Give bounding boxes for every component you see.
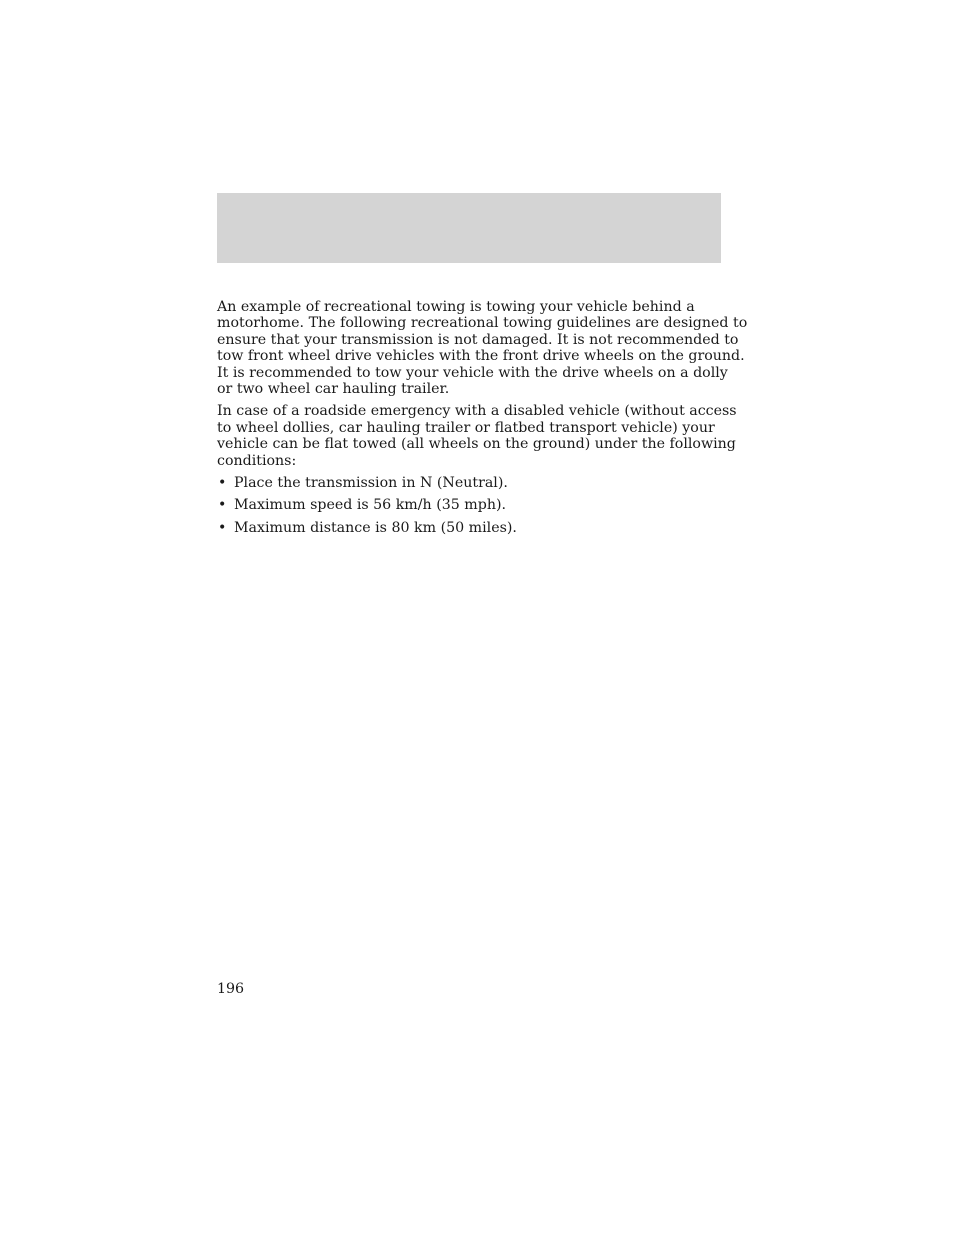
text-line: or two wheel car hauling trailer. (217, 381, 450, 398)
list-item (217, 520, 723, 536)
paragraph-recreational-towing (217, 299, 748, 398)
text-line: tow front wheel drive vehicles with the front drive wheels on the ground. (217, 348, 745, 365)
text-line: It is recommended to tow your vehicle with the drive wheels on a dolly (217, 364, 728, 381)
list-item-text: Maximum distance is 80 km (50 miles). (234, 519, 517, 536)
text-line: An example of recreational towing is towing your vehicle behind a (217, 299, 695, 315)
text-line: ensure that your transmission is not damaged. It is not recommended to (217, 331, 739, 348)
conditions-list (217, 475, 723, 536)
bullet-icon: • (218, 497, 227, 514)
text-line: conditions: (217, 452, 297, 469)
text-line: vehicle can be flat towed (all wheels on the ground) under the following (217, 436, 736, 453)
list-item (217, 497, 723, 513)
body-text (217, 299, 748, 542)
text-line: to wheel dollies, car hauling trailer or flatbed transport vehicle) your (217, 419, 715, 436)
list-item-text: Maximum speed is 56 km/h (35 mph). (234, 497, 507, 514)
list-item (217, 475, 723, 491)
bullet-icon: • (218, 519, 227, 536)
section-header-band (217, 193, 721, 263)
list-item-text: Place the transmission in N (Neutral). (234, 475, 508, 492)
page-number: 196 (217, 981, 245, 997)
text-line: In case of a roadside emergency with a disabled vehicle (without access (217, 403, 737, 420)
paragraph-roadside-emergency (217, 403, 737, 469)
bullet-icon: • (218, 475, 227, 492)
text-line: motorhome. The following recreational towing guidelines are designed to (217, 315, 748, 332)
